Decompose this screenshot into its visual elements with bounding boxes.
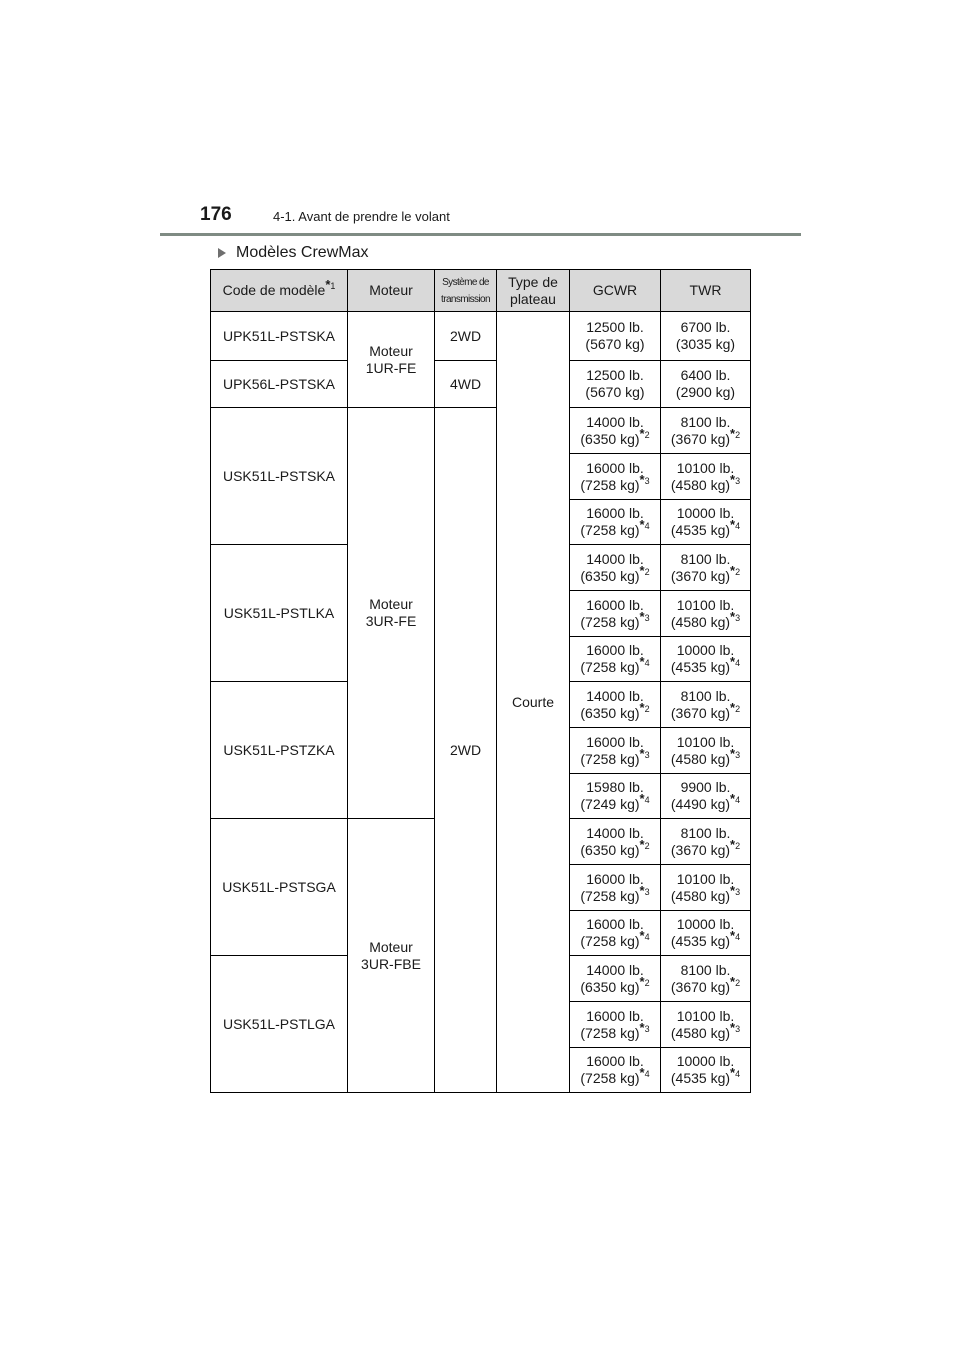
gcwr-value: 12500 lb. (5670 kg): [570, 361, 661, 408]
model-code: USK51L-PSTLGA: [211, 956, 348, 1093]
header-engine: Moteur: [348, 270, 435, 312]
gcwr-value: 16000 lb. (7258 kg)$^{*3}$: [570, 728, 661, 774]
header-rule: [160, 233, 801, 236]
twr-value: 10100 lb. (4580 kg)$^{*3}$: [661, 591, 751, 637]
gcwr-value: 16000 lb. (7258 kg)$^{*3}$: [570, 865, 661, 911]
header-bed-type: Type de plateau: [497, 270, 570, 312]
twr-value: 8100 lb. (3670 kg)$^{*2}$: [661, 682, 751, 728]
model-code: USK51L-PSTLKA: [211, 545, 348, 682]
page-number: 176: [200, 204, 232, 225]
twr-value: 10000 lb. (4535 kg)$^{*4}$: [661, 1048, 751, 1093]
table-header-row: [211, 270, 751, 312]
section-title-text: Modèles CrewMax: [236, 244, 369, 261]
twr-value: 8100 lb. (3670 kg)$^{*2}$: [661, 956, 751, 1002]
model-code: USK51L-PSTSGA: [211, 819, 348, 956]
gcwr-value: 16000 lb. (7258 kg)$^{*4}$: [570, 1048, 661, 1093]
bed-type: Courte: [497, 312, 570, 1093]
gcwr-value: 16000 lb. (7258 kg)$^{*4}$: [570, 911, 661, 956]
gcwr-value: 12500 lb. (5670 kg): [570, 312, 661, 361]
model-code: USK51L-PSTZKA: [211, 682, 348, 819]
model-code: UPK56L-PSTSKA: [211, 361, 348, 408]
engine: Moteur 3UR-FE: [348, 408, 435, 819]
twr-value: 10100 lb. (4580 kg)$^{*3}$: [661, 1002, 751, 1048]
twr-value: 6700 lb. (3035 kg): [661, 312, 751, 361]
drive-system: 4WD: [435, 361, 497, 408]
model-code: UPK51L-PSTSKA: [211, 312, 348, 361]
twr-value: 9900 lb. (4490 kg)$^{*4}$: [661, 774, 751, 819]
drive-system: 2WD: [435, 408, 497, 1093]
twr-value: 6400 lb. (2900 kg): [661, 361, 751, 408]
gcwr-value: 14000 lb. (6350 kg)$^{*2}$: [570, 682, 661, 728]
gcwr-value: 16000 lb. (7258 kg)$^{*3}$: [570, 1002, 661, 1048]
header-gcwr: GCWR: [570, 270, 661, 312]
gcwr-value: 15980 lb. (7249 kg)$^{*4}$: [570, 774, 661, 819]
twr-value: 10100 lb. (4580 kg)$^{*3}$: [661, 865, 751, 911]
triangle-bullet-icon: [218, 248, 226, 258]
gcwr-value: 14000 lb. (6350 kg)$^{*2}$: [570, 819, 661, 865]
running-header: 4-1. Avant de prendre le volant: [273, 209, 450, 224]
table-row: [211, 361, 751, 408]
twr-value: 10000 lb. (4535 kg)$^{*4}$: [661, 911, 751, 956]
section-title: [218, 244, 368, 262]
table-row: [211, 408, 751, 454]
model-code: USK51L-PSTSKA: [211, 408, 348, 545]
towing-capacity-table: [210, 269, 751, 1093]
gcwr-value: 16000 lb. (7258 kg)$^{*3}$: [570, 591, 661, 637]
twr-value: 8100 lb. (3670 kg)$^{*2}$: [661, 408, 751, 454]
drive-system: 2WD: [435, 312, 497, 361]
twr-value: 10000 lb. (4535 kg)$^{*4}$: [661, 637, 751, 682]
gcwr-value: 14000 lb. (6350 kg)$^{*2}$: [570, 956, 661, 1002]
gcwr-value: 14000 lb. (6350 kg)$^{*2}$: [570, 545, 661, 591]
engine: Moteur 1UR-FE: [348, 312, 435, 408]
twr-value: 8100 lb. (3670 kg)$^{*2}$: [661, 545, 751, 591]
header-drive-system: Système de transmission: [435, 270, 497, 312]
engine: Moteur 3UR-FBE: [348, 819, 435, 1093]
gcwr-value: 14000 lb. (6350 kg)$^{*2}$: [570, 408, 661, 454]
twr-value: 10100 lb. (4580 kg)$^{*3}$: [661, 728, 751, 774]
twr-value: 10000 lb. (4535 kg)$^{*4}$: [661, 500, 751, 545]
gcwr-value: 16000 lb. (7258 kg)$^{*4}$: [570, 500, 661, 545]
table-row: [211, 312, 751, 361]
header-twr: TWR: [661, 270, 751, 312]
twr-value: 10100 lb. (4580 kg)$^{*3}$: [661, 454, 751, 500]
header-model-code: Code de modèle$^{*1}$: [211, 270, 348, 312]
gcwr-value: 16000 lb. (7258 kg)$^{*4}$: [570, 637, 661, 682]
twr-value: 8100 lb. (3670 kg)$^{*2}$: [661, 819, 751, 865]
gcwr-value: 16000 lb. (7258 kg)$^{*3}$: [570, 454, 661, 500]
